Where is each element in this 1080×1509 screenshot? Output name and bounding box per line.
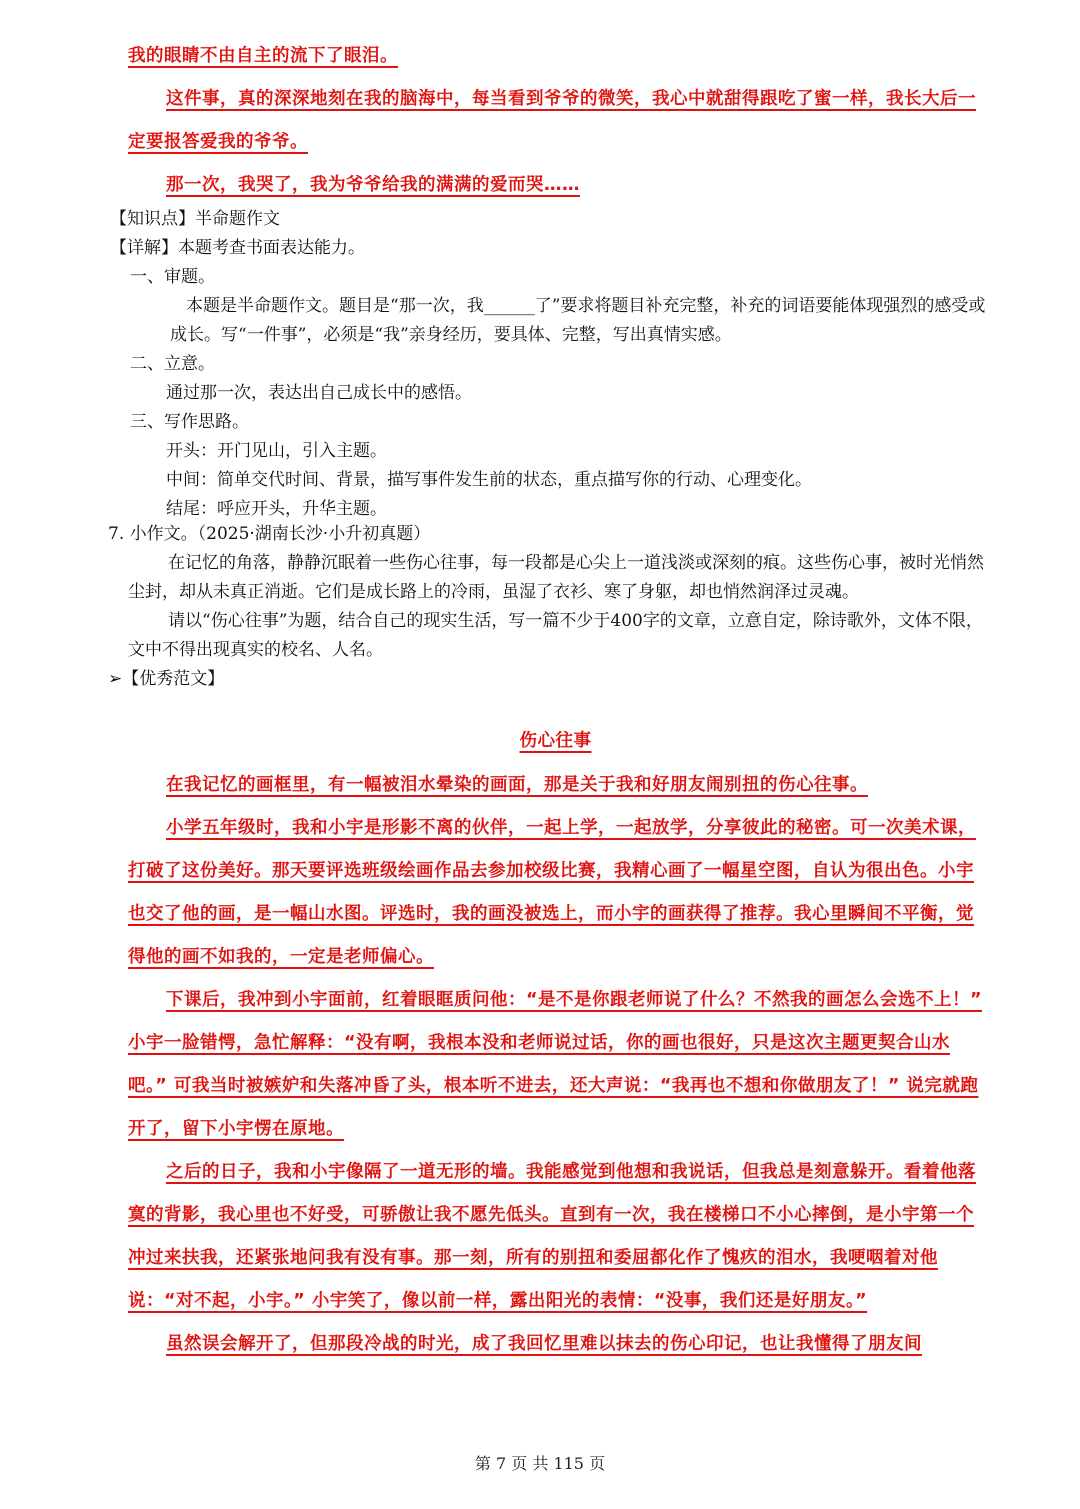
- detail-line: 【详解】本题考查书面表达能力。: [110, 238, 365, 258]
- question-7: [108, 520, 988, 694]
- knowledge-point: 【知识点】半命题作文: [110, 209, 280, 229]
- essay-paragraph: 在我记忆的画框里，有一幅被泪水晕染的画面，那是关于我和好朋友闹别扭的伤心往事。: [166, 775, 868, 795]
- essay-paragraph: 小学五年级时，我和小宇是形影不离的伙伴，一起上学，一起放学，分享彼此的秘密。可一次美术课，打破了这份美好。那天要评选班级绘画作品去参加校级比赛，我精心画了一幅星空图，自认为很出色。小宇也交了他的画，是一幅山水图。评选时，我的画没被选上，而小宇的画获得了推荐。我心里瞬间不平衡，觉得他的画不如我的，一定是老师偏心。: [128, 818, 976, 967]
- question-requirement: 请以“伤心往事”为题，结合自己的现实生活，写一篇不少于400字的文章，立意自定，除诗歌外，文体不限，文中不得出现真实的校名、人名。: [128, 611, 983, 660]
- outline-line: 中间：简单交代时间、背景，描写事件发生前的状态，重点描写你的行动、心理变化。: [166, 470, 812, 490]
- essay-paragraph: 那一次，我哭了，我为爷爷给我的满满的爱而哭……: [166, 175, 580, 195]
- analysis-section: [110, 205, 990, 524]
- outline-line: 开头：开门见山，引入主题。: [166, 441, 387, 461]
- essay-paragraph: 之后的日子，我和小宇像隔了一道无形的墙。我能感觉到他想和我说话，但我总是刻意躲开。看着他落寞的背影，我心里也不好受，可骄傲让我不愿先低头。直到有一次，我在楼梯口不小心摔倒，是小宇第一个冲过来扶我，还紧张地问我有没有事。那一刻，所有的别扭和委屈都化作了愧疚的泪水，我哽咽着对他说：“对不起，小宇。” 小宇笑了，像以前一样，露出阳光的表情：“没事，我们还是好朋友。”: [128, 1162, 976, 1311]
- section-body: 通过那一次，表达出自己成长中的感悟。: [166, 383, 472, 403]
- essay-title: 伤心往事: [519, 731, 592, 751]
- section-heading: 三、写作思路。: [130, 412, 249, 432]
- section-heading: 一、审题。: [130, 267, 215, 287]
- section-heading: 二、立意。: [130, 354, 215, 374]
- question-title: 7. 小作文。（2025·湖南长沙·小升初真题）: [108, 524, 431, 544]
- essay-paragraph: 这件事，真的深深地刻在我的脑海中，每当看到爷爷的微笑，我心中就甜得跟吃了蜜一样，我长大后一定要报答爱我的爷爷。: [128, 89, 976, 152]
- essay-paragraph: 下课后，我冲到小宇面前，红着眼眶质问他：“是不是你跟老师说了什么？不然我的画怎么会选不上！” 小宇一脸错愕，急忙解释：“没有啊，我根本没和老师说过话，你的画也很好，只是这次主题更契合山水吧。” 可我当时被嫉妒和失落冲昏了头，根本听不进去，还大声说：“我再也不想和你做朋友了！” 说完就跑开了，留下小宇愣在原地。: [128, 990, 982, 1139]
- outline-line: 结尾：呼应开头，升华主题。: [166, 499, 387, 519]
- sample-label: ➢【优秀范文】: [108, 669, 225, 689]
- page-footer: 第 7 页 共 115 页: [474, 1454, 606, 1473]
- sample-essay: [128, 718, 983, 1366]
- previous-essay-tail: [128, 35, 983, 207]
- essay-paragraph: 虽然误会解开了，但那段冷战的时光，成了我回忆里难以抹去的伤心印记，也让我懂得了朋友间: [166, 1334, 922, 1354]
- question-prompt: 在记忆的角落，静静沉眠着一些伤心往事，每一段都是心尖上一道浅淡或深刻的痕。这些伤心事，被时光悄然尘封，却从未真正消逝。它们是成长路上的冷雨，虽湿了衣衫、寒了身躯，却也悄然润泽过灵魂。: [128, 553, 984, 602]
- section-body: 本题是半命题作文。题目是“那一次，我______了”要求将题目补充完整，补充的词语要能体现强烈的感受或成长。写“一件事”，必须是“我”亲身经历，要具体、完整，写出真情实感。: [170, 296, 986, 345]
- essay-line: 我的眼睛不由自主的流下了眼泪。: [128, 46, 398, 66]
